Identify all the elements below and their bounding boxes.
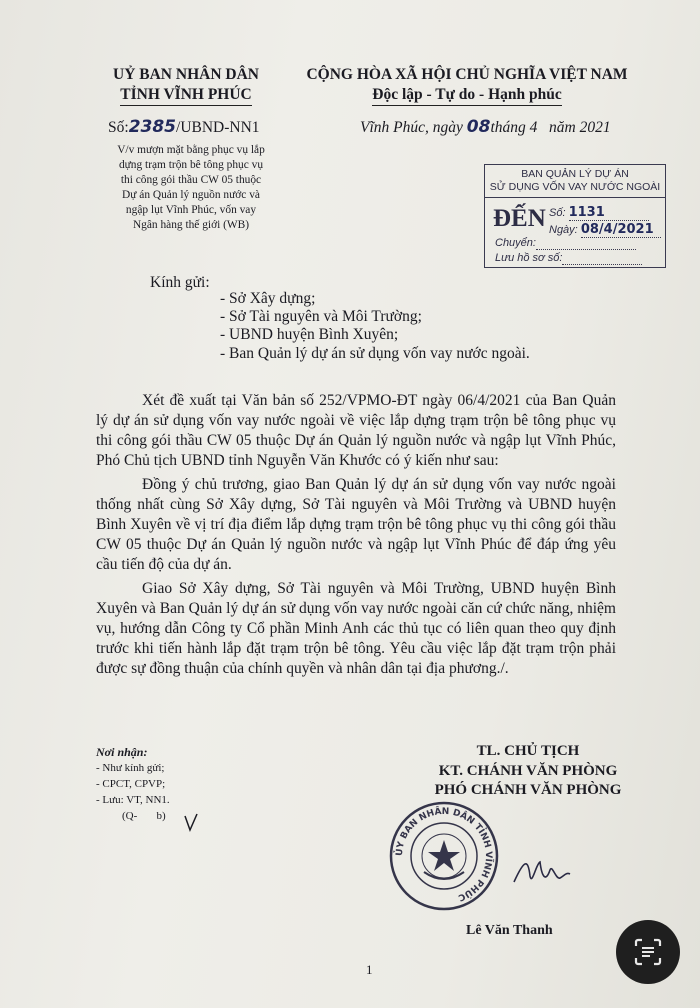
stamp-so: Số: 1131: [549, 205, 649, 221]
body-text: [96, 391, 616, 679]
document-scan-icon: [616, 920, 680, 984]
addressee-item: - Sở Xây dựng;: [220, 290, 316, 307]
stamp-chuyen: Chuyển:: [495, 237, 636, 250]
agency-name-line1: UỶ BAN NHÂN DÂN: [113, 66, 259, 83]
recipient-item: - Lưu: VT, NN1.: [96, 794, 170, 806]
agency-name-line2: TỈNH VĨNH PHÚC: [96, 86, 276, 106]
handwritten-number: 2385: [128, 117, 177, 137]
signature-line1: TL. CHỦ TỊCH: [476, 743, 580, 759]
nation-motto: Độc lập - Tự do - Hạnh phúc: [292, 86, 642, 106]
subject-block: [96, 143, 286, 233]
body-paragraph: Giao Sở Xây dựng, Sở Tài nguyên và Môi Trường, UBND huyện Bình Xuyên và Ban Quản lý dự án sử dụng vốn vay nước ngoài căn cứ chức năng, nhiệm vụ, hướng dẫn Công ty Cổ phần Minh Anh các thủ tục có liên quan theo quy định trước khi tiến hành lắp đặt trạm trộn bê tông. Yêu cầu việc lắp đặt trạm trộn phải được sự đồng thuận của chính quyền và nhân dân tại địa phương./.: [96, 580, 616, 677]
received-stamp: [484, 164, 666, 268]
subject-line: ngập lụt Vĩnh Phúc, vốn vay: [125, 204, 257, 216]
body-paragraph: Đồng ý chủ trương, giao Ban Quản lý dự án sử dụng vốn vay nước ngoài thống nhất cùng Sở Xây dựng, Sở Tài nguyên và Môi Trường và UBND huyện Bình Xuyên về vị trí địa điểm lắp dựng trạm trộn bê tông phục vụ thi công gói thầu CW 05 thuộc Dự án Quản lý nguồn nước và ngập lụt Vĩnh Phúc để đáp ứng yêu cầu tiến độ của dự án.: [96, 476, 616, 573]
handwritten-signature-icon: [510, 852, 574, 892]
addressee-item: - UBND huyện Bình Xuyên;: [220, 326, 399, 343]
subject-line: Ngân hàng thế giới (WB): [132, 219, 250, 231]
recipient-item: - Như kính gửi;: [96, 762, 165, 774]
subject-line: Dự án Quản lý nguồn nước và: [122, 189, 260, 201]
subject-line: V/v mượn mặt bằng phục vụ lắp: [117, 144, 265, 156]
scan-document-button[interactable]: [616, 920, 680, 984]
page-number: 1: [366, 962, 373, 977]
addressee-label: Kính gửi:: [150, 274, 210, 291]
svg-text:ỦY BAN NHÂN DÂN TỈNH VĨNH PHÚC: ỦY BAN NHÂN DÂN TỈNH VĨNH PHÚC: [394, 806, 494, 903]
addressee-item: - Sở Tài nguyên và Môi Trường;: [220, 308, 422, 325]
signature-line2: KT. CHÁNH VĂN PHÒNG: [438, 763, 618, 779]
handwritten-mark-icon: [182, 812, 200, 834]
stamp-den: ĐẾN: [493, 205, 546, 232]
signature-line3: PHÓ CHÁNH VĂN PHÒNG: [434, 782, 622, 798]
subject-line: thi công gói thầu CW 05 thuộc: [120, 174, 262, 186]
subject-line: dựng trạm trộn bê tông phục vụ: [118, 159, 264, 171]
addressee-item: - Ban Quản lý dự án sử dụng vốn vay nước ngoài.: [220, 345, 530, 362]
nation-title: CỘNG HÒA XÃ HỘI CHỦ NGHĨA VIỆT NAM: [306, 66, 628, 83]
recipient-code: (Q- b): [122, 810, 166, 822]
stamp-header: BAN QUẢN LÝ DỰ ÁN SỬ DỤNG VỐN VAY NƯỚC NGOÀI: [489, 168, 661, 193]
signer-name: Lê Văn Thanh: [466, 923, 553, 938]
body-paragraph: Xét đề xuất tại Văn bản số 252/VPMO-ĐT ngày 06/4/2021 của Ban Quản lý dự án sử dụng vốn vay nước ngoài về việc lắp dựng trạm trộn bê tông phục vụ thi công gói thầu CW 05 thuộc Dự án Quản lý nguồn nước và ngập lụt Vĩnh Phúc, Phó Chủ tịch UBND tỉnh Nguyễn Văn Khước có ý kiến như sau:: [96, 392, 616, 469]
recipient-item: - CPCT, CPVP;: [96, 778, 166, 790]
document-number: Số:2385/UBND-NN1: [108, 117, 260, 137]
stamp-ngay: Ngày: 08/4/2021: [549, 222, 661, 238]
date-line: Vĩnh Phúc, ngày 08tháng 4 năm 2021: [360, 117, 611, 137]
official-seal-icon: [388, 800, 500, 912]
recipients-label: Nơi nhận:: [96, 745, 148, 759]
stamp-luu: Lưu hồ sơ số:: [495, 252, 642, 265]
